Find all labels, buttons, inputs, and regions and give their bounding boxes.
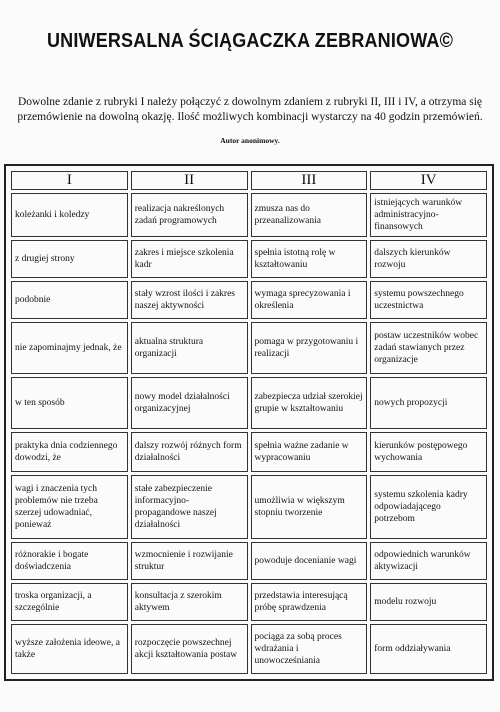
table-row	[11, 240, 487, 278]
table-row	[11, 432, 487, 472]
cell-col-ii: konsultacja z szerokim aktywem	[131, 583, 248, 621]
cell-col-i: podobnie	[11, 281, 128, 319]
cell-col-iii: umożliwia w większym stopniu tworzenie	[251, 475, 368, 539]
phrase-table-frame	[4, 164, 494, 681]
table-row	[11, 475, 487, 539]
column-header-iv: IV	[370, 171, 487, 190]
cell-col-ii: realizacja nakreślonych zadań programowych	[131, 193, 248, 237]
cell-col-iii: zabezpiecza udział szerokiej grupie w kształtowaniu	[251, 377, 368, 429]
table-row	[11, 624, 487, 674]
cell-col-ii: nowy model działalności organizacyjnej	[131, 377, 248, 429]
cell-col-i: koleżanki i koledzy	[11, 193, 128, 237]
table-row	[11, 542, 487, 580]
column-header-iii: III	[251, 171, 368, 190]
cell-col-i: z drugiej strony	[11, 240, 128, 278]
table-row	[11, 193, 487, 237]
column-header-i: I	[11, 171, 128, 190]
header-row	[11, 171, 487, 190]
cell-col-iv: dalszych kierunków rozwoju	[370, 240, 487, 278]
cell-col-iii: zmusza nas do przeanalizowania	[251, 193, 368, 237]
cell-col-iv: kierunków postępowego wychowania	[370, 432, 487, 472]
cell-col-iii: wymaga sprecyzowania i określenia	[251, 281, 368, 319]
cell-col-iii: przedstawia interesującą próbę sprawdzenia	[251, 583, 368, 621]
cell-col-i: wagi i znaczenia tych problemów nie trzeba szerzej udowadniać, ponieważ	[11, 475, 128, 539]
cell-col-i: wyższe założenia ideowe, a także	[11, 624, 128, 674]
cell-col-iv: istniejących warunków administracyjno-finansowych	[370, 193, 487, 237]
cell-col-ii: aktualna struktura organizacji	[131, 322, 248, 374]
table-row	[11, 281, 487, 319]
document-title: UNIWERSALNA ŚCIĄGACZKA ZEBRANIOWA©	[46, 30, 454, 52]
author-note: Autor anonimowy.	[220, 136, 280, 145]
cell-col-iii: powoduje docenianie wagi	[251, 542, 368, 580]
phrase-table	[8, 168, 490, 677]
intro-paragraph: Dowolne zdanie z rubryki I należy połączyć z dowolnym zdaniem z rubryki II, III i IV, a otrzyma się przemówienie na dowolną okazję. Ilość możliwych kombinacji wystarczy na 40 godzin przemówień.	[17, 96, 483, 123]
cell-col-ii: wzmocnienie i rozwijanie struktur	[131, 542, 248, 580]
cell-col-iv: systemu powszechnego uczestnictwa	[370, 281, 487, 319]
cell-col-iv: odpowiednich warunków aktywizacji	[370, 542, 487, 580]
table-row	[11, 322, 487, 374]
cell-col-i: troska organizacji, a szczególnie	[11, 583, 128, 621]
column-header-ii: II	[131, 171, 248, 190]
cell-col-ii: stałe zabezpieczenie informacyjno-propagandowe naszej działalności	[131, 475, 248, 539]
cell-col-iii: spełnia istotną rolę w kształtowaniu	[251, 240, 368, 278]
cell-col-iv: modelu rozwoju	[370, 583, 487, 621]
table-body	[11, 193, 487, 674]
cell-col-i: różnorakie i bogate doświadczenia	[11, 542, 128, 580]
cell-col-iii: spełnia ważne zadanie w wypracowaniu	[251, 432, 368, 472]
cell-col-ii: zakres i miejsce szkolenia kadr	[131, 240, 248, 278]
cell-col-ii: dalszy rozwój różnych form działalności	[131, 432, 248, 472]
cell-col-ii: rozpoczęcie powszechnej akcji kształtowania postaw	[131, 624, 248, 674]
cell-col-i: w ten sposób	[11, 377, 128, 429]
cell-col-iii: pomaga w przygotowaniu i realizacji	[251, 322, 368, 374]
cell-col-iv: form oddziaływania	[370, 624, 487, 674]
cell-col-i: praktyka dnia codziennego dowodzi, że	[11, 432, 128, 472]
cell-col-iv: nowych propozycji	[370, 377, 487, 429]
cell-col-iv: postaw uczestników wobec zadań stawianych przez organizacje	[370, 322, 487, 374]
cell-col-iii: pociąga za sobą proces wdrażania i unowocześniania	[251, 624, 368, 674]
cell-col-ii: stały wzrost ilości i zakres naszej aktywności	[131, 281, 248, 319]
table-row	[11, 377, 487, 429]
cell-col-i: nie zapominajmy jednak, że	[11, 322, 128, 374]
table-row	[11, 583, 487, 621]
cell-col-iv: systemu szkolenia kadry odpowiadającego potrzebom	[370, 475, 487, 539]
